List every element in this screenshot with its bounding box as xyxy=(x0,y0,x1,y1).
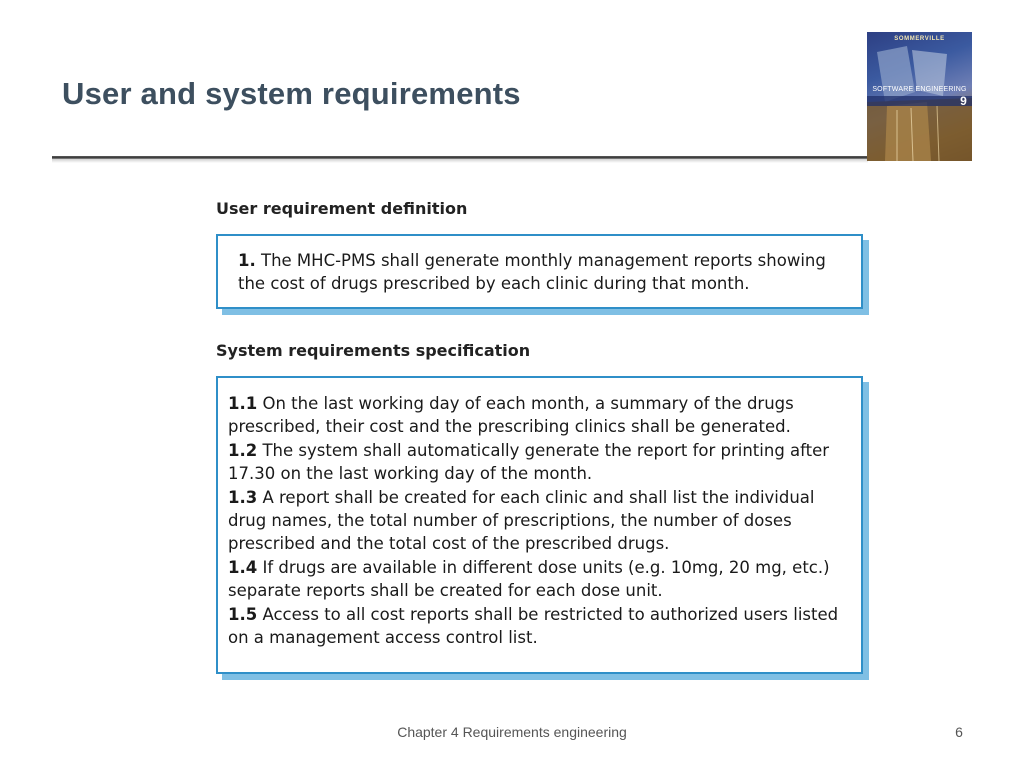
book-cover-image xyxy=(867,32,972,161)
requirement-text: On the last working day of each month, a summary of the drugs prescribed, their cost and the prescribing clinics shall be generated. xyxy=(228,394,794,437)
requirement-number: 1.3 xyxy=(228,487,258,507)
user-requirement-heading: User requirement definition xyxy=(216,199,468,218)
book-edition: 9 xyxy=(960,94,967,108)
book-title: SOFTWARE ENGINEERING xyxy=(872,86,967,93)
system-requirement-item xyxy=(228,392,839,439)
page-number: 6 xyxy=(955,724,963,740)
slide-footer: Chapter 4 Requirements engineering xyxy=(397,724,627,740)
requirement-text: Access to all cost reports shall be restricted to authorized users listed on a management access control list. xyxy=(228,604,839,648)
system-requirements-box xyxy=(216,376,863,674)
system-requirement-item xyxy=(228,603,839,650)
requirement-text: A report shall be created for each clinic and shall list the individual drug names, the total number of prescriptions, the number of doses prescribed and the total cost of the prescribed drugs. xyxy=(228,487,815,554)
system-requirement-item xyxy=(228,486,839,556)
requirement-text: The system shall automatically generate the report for printing after 17.30 on the last working day of the month. xyxy=(228,440,830,484)
user-requirement-box xyxy=(216,234,863,309)
system-requirement-item xyxy=(228,439,839,486)
requirement-number: 1.2 xyxy=(228,440,258,460)
requirement-number: 1. xyxy=(238,251,256,270)
requirement-text: If drugs are available in different dose units (e.g. 10mg, 20 mg, etc.) separate reports shall be created for each dose unit. xyxy=(228,557,830,601)
requirement-text: The MHC-PMS shall generate monthly management reports showing the cost of drugs prescribed by each clinic during that month. xyxy=(238,251,826,294)
requirement-number: 1.5 xyxy=(228,604,258,624)
requirement-number: 1.1 xyxy=(228,394,258,413)
requirement-number: 1.4 xyxy=(228,557,258,577)
title-divider-shadow xyxy=(52,159,868,163)
book-author: SOMMERVILLE xyxy=(894,36,945,42)
slide-title: User and system requirements xyxy=(62,76,521,111)
system-requirements-heading: System requirements specification xyxy=(216,341,531,360)
system-requirement-item xyxy=(228,556,839,603)
user-requirement-item xyxy=(238,249,845,296)
